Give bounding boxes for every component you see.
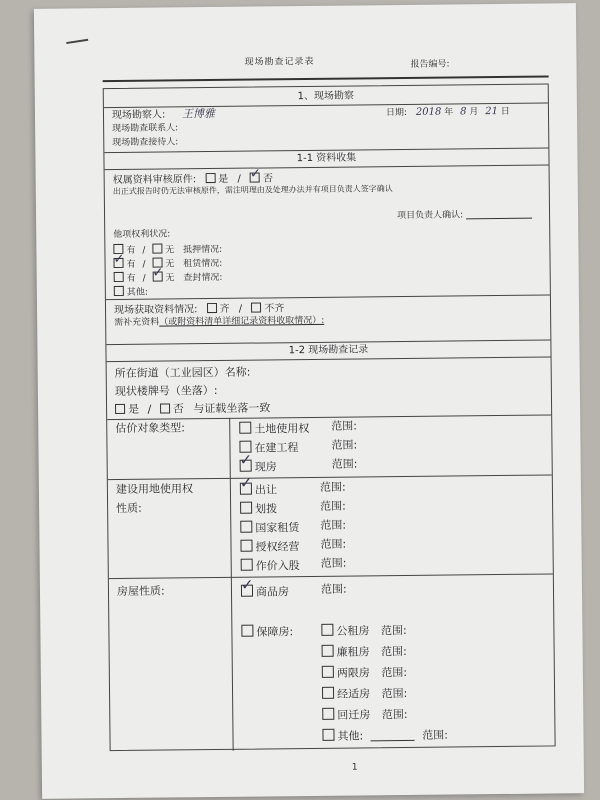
date-month-unit: 月	[469, 107, 479, 118]
match-yes-label: 是	[128, 402, 140, 416]
date-year: 2018	[415, 106, 442, 118]
sec1-heading: 1、现场勘察	[297, 90, 355, 103]
affordable-label: 经适房	[337, 687, 371, 701]
match-no-label: 否	[172, 402, 184, 416]
transfer-checkbox[interactable]	[240, 483, 252, 495]
rights-row-mortgage: 有 / 无 抵押情况:	[113, 243, 222, 256]
guarantee-other-checkbox[interactable]	[322, 729, 334, 741]
landuse-item-state-lease	[240, 520, 299, 534]
relocation-label: 回迁房	[337, 708, 371, 722]
acquire-label: 现场获取资料情况:	[113, 304, 198, 317]
match-no-checkbox[interactable]	[160, 403, 170, 413]
lease-yes-checkbox[interactable]	[113, 258, 123, 268]
scope-label: 范围:	[381, 686, 408, 701]
guarantee-item-affordable	[322, 686, 407, 700]
sec11-heading: 1-1 资料收集	[296, 152, 357, 165]
scope-label: 范围:	[320, 582, 347, 596]
house-nature-label: 房屋性质:	[116, 584, 165, 599]
scope-label: 范围:	[320, 537, 347, 551]
pen-mark	[66, 39, 88, 44]
other-rights-label: 他项权利状况:	[113, 229, 171, 241]
low-rent-label: 廉租房	[336, 645, 370, 659]
pm-signature-line[interactable]	[466, 218, 532, 220]
house-guarantee	[241, 624, 293, 638]
guarantee-checkbox[interactable]	[241, 625, 253, 637]
relocation-checkbox[interactable]	[322, 708, 334, 720]
ownership-note: 出正式报告时仍无法审核原件，需注明理由及处理办法并有项目负责人签字确认	[112, 184, 393, 197]
supplement-label: 需补充资料	[114, 317, 160, 329]
landuse-item-equity	[241, 558, 300, 572]
valuation-item-land	[239, 421, 309, 435]
scope-label: 范围:	[320, 499, 346, 513]
landuse-item-authorized	[240, 539, 299, 553]
complete-label: 齐	[219, 303, 230, 315]
affordable-checkbox[interactable]	[322, 687, 334, 699]
landuse-label-2: 性质:	[116, 501, 142, 516]
date-month: 8	[460, 106, 467, 118]
inspector-label: 现场勘察人:	[111, 109, 166, 122]
page-number: 1	[351, 762, 358, 773]
lease-no-label: 无	[165, 259, 175, 270]
record-table	[103, 83, 556, 751]
document-page	[34, 3, 584, 799]
equity-checkbox[interactable]	[241, 559, 253, 571]
commercial-label: 商品房	[255, 585, 290, 599]
low-rent-checkbox[interactable]	[322, 645, 334, 657]
mortgage-no-label: 无	[165, 245, 175, 256]
ownership-no-checkbox[interactable]	[250, 173, 260, 183]
match-label: 与证载坐落一致	[193, 401, 271, 416]
divider	[106, 294, 550, 300]
ownership-label: 权属资料审核原件:	[112, 174, 197, 187]
seizure-yes-checkbox[interactable]	[114, 272, 124, 282]
scope-label: 范围:	[331, 457, 358, 471]
state-lease-checkbox[interactable]	[240, 521, 252, 533]
mortgage-no-checkbox[interactable]	[152, 244, 162, 254]
scope-label: 范围:	[319, 480, 346, 494]
lease-yes-label: 有	[126, 259, 136, 270]
state-lease-label: 国家租赁	[255, 521, 300, 535]
rights-row-other	[114, 286, 148, 298]
ownership-row: 权属资料审核原件: 是 / ✓ 否	[113, 172, 273, 186]
public-rental-label: 公租房	[336, 624, 370, 638]
ownership-yes-checkbox[interactable]	[205, 173, 215, 183]
scope-label: 范围:	[380, 623, 407, 638]
ownership-no-label: 否	[262, 173, 274, 185]
valuation-item-existing	[240, 459, 277, 472]
scope-label: 范围:	[381, 707, 408, 722]
other-rights-checkbox[interactable]	[114, 286, 124, 296]
land-label: 土地使用权	[254, 421, 310, 436]
scope-label: 范围:	[381, 665, 408, 680]
rights-row-lease: ✓有 / 无 租赁情况:	[113, 257, 222, 270]
allocation-checkbox[interactable]	[240, 502, 252, 514]
existing-house-label: 现房	[254, 460, 277, 474]
seizure-label: 查封情况:	[183, 272, 223, 284]
commercial-checkbox[interactable]	[241, 585, 253, 597]
rights-row-seizure: 有 / ✓ 无 查封情况:	[114, 271, 223, 284]
guarantee-item-relocation	[322, 707, 407, 721]
land-checkbox[interactable]	[239, 422, 251, 434]
guarantee-item-low-rent	[322, 644, 407, 658]
landuse-item-allocation	[240, 501, 277, 514]
title-row	[114, 56, 514, 78]
supplement-note: （或附资料清单详细记录资料收取情况）:	[159, 315, 325, 328]
ownership-yes-label: 是	[218, 173, 229, 185]
landuse-item-transfer	[240, 482, 277, 495]
valuation-label: 估价对象类型:	[115, 421, 186, 436]
transfer-label: 出让	[254, 483, 277, 497]
acquire-row: 现场获取资料情况: 齐 / 不齐	[113, 303, 285, 317]
date-field	[386, 107, 510, 118]
price-limited-label: 两限房	[336, 666, 370, 680]
receiver-label: 现场勘查接待人:	[112, 137, 179, 149]
scope-label: 范围:	[331, 419, 358, 433]
location-match-row: 是 / 否 与证载坐落一致	[115, 402, 270, 415]
incomplete-checkbox[interactable]	[251, 302, 261, 312]
house-commercial	[241, 584, 289, 598]
guarantee-other-label: 其他:	[337, 729, 364, 743]
supplement-row	[114, 317, 324, 328]
guarantee-other-blank[interactable]	[371, 740, 415, 741]
date-day-unit: 日	[500, 106, 510, 117]
authorized-label: 授权经营	[255, 540, 300, 554]
incomplete-label: 不齐	[264, 303, 285, 315]
seizure-no-checkbox[interactable]	[152, 272, 162, 282]
pm-confirm	[397, 211, 532, 221]
mortgage-yes-label: 有	[126, 245, 136, 256]
house-no-label: 现状楼牌号（坐落）:	[114, 383, 218, 399]
seizure-no-label: 无	[165, 273, 175, 284]
divider	[109, 573, 553, 579]
allocation-label: 划拨	[255, 502, 278, 516]
public-rental-checkbox[interactable]	[321, 624, 333, 636]
scope-label: 范围:	[381, 644, 407, 659]
guarantee-item-public-rental	[321, 623, 406, 637]
authorized-checkbox[interactable]	[240, 540, 252, 552]
scope-label: 范围:	[320, 556, 347, 570]
guarantee-item-price-limited	[322, 665, 407, 679]
scope-label: 范围:	[422, 728, 449, 742]
street-label: 所在街道（工业园区）名称:	[114, 365, 251, 381]
contact-label: 现场勘查联系人:	[112, 123, 179, 135]
page-title: 现场勘查记录表	[244, 56, 315, 68]
scope-label: 范围:	[320, 518, 347, 532]
other-rights-text: 其他:	[126, 287, 148, 298]
construction-label: 在建工程	[254, 441, 299, 455]
date-label: 日期:	[385, 107, 408, 119]
column-divider	[229, 418, 233, 751]
lease-label: 租赁情况:	[183, 258, 223, 270]
guarantee-label: 保障房:	[256, 625, 294, 639]
existing-house-checkbox[interactable]	[240, 460, 252, 472]
date-year-unit: 年	[444, 107, 454, 118]
report-number-label: 报告编号:	[410, 59, 450, 70]
sec12-heading: 1-2 现场勘查记录	[288, 344, 369, 357]
divider	[108, 474, 552, 480]
match-yes-checkbox[interactable]	[115, 404, 125, 414]
landuse-label-1: 建设用地使用权	[115, 482, 193, 497]
seizure-yes-label: 有	[126, 273, 136, 284]
inspector-signature: 王博雅	[181, 106, 216, 121]
price-limited-checkbox[interactable]	[322, 666, 334, 678]
complete-checkbox[interactable]	[207, 303, 217, 313]
guarantee-item-other	[322, 728, 448, 742]
scope-label: 范围:	[331, 438, 358, 452]
equity-label: 作价入股	[255, 559, 300, 573]
pm-confirm-label: 项目负责人确认:	[397, 210, 464, 222]
mortgage-label: 抵押情况:	[183, 244, 223, 256]
date-day: 21	[485, 106, 499, 118]
